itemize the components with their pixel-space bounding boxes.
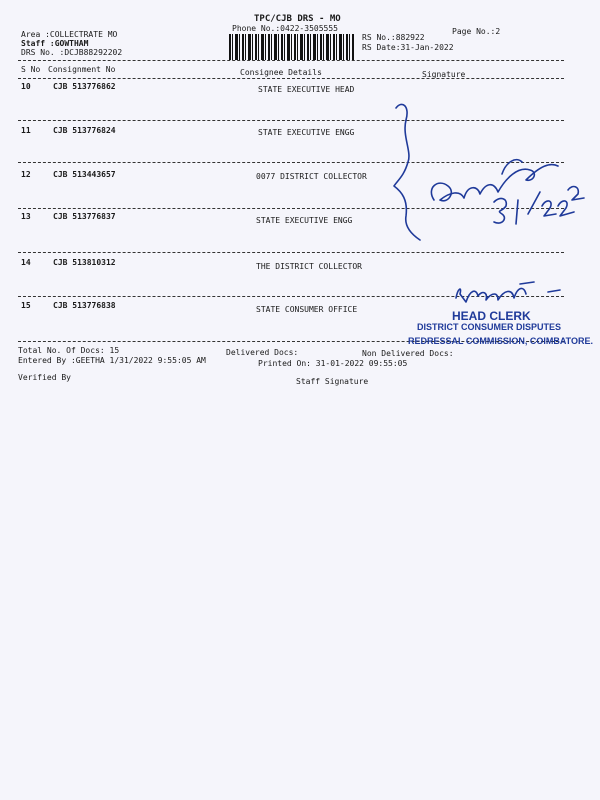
row-sno: 15	[21, 301, 31, 310]
non-delivered-docs: Non Delivered Docs:	[362, 349, 454, 358]
row-consignment: CJB 513776862	[53, 82, 116, 91]
stamp-line-3: REDRESSAL COMMISSION, COIMBATORE.	[408, 336, 594, 346]
divider	[18, 60, 564, 61]
handwritten-signature	[390, 96, 590, 246]
divider	[18, 78, 564, 79]
row-sno: 10	[21, 82, 31, 91]
column-consignment: Consignment No	[48, 65, 116, 74]
total-docs: Total No. Of Docs: 15	[18, 346, 120, 355]
row-sno: 12	[21, 170, 31, 179]
phone-number: Phone No.:0422-3505555	[232, 24, 338, 33]
row-consignee: 0077 DISTRICT COLLECTOR	[256, 172, 367, 181]
row-consignment: CJB 513776838	[53, 301, 116, 310]
printed-on: Printed On: 31-01-2022 09:55:05	[258, 359, 408, 368]
document-title: TPC/CJB DRS - MO	[254, 14, 341, 24]
row-consignment: CJB 513810312	[53, 258, 116, 267]
drs-number: DRS No. :DCJB88292202	[21, 48, 123, 57]
rs-date: RS Date:31-Jan-2022	[362, 43, 454, 52]
staff-signature-label: Staff Signature	[296, 377, 369, 386]
row-sno: 13	[21, 212, 31, 221]
rs-number: RS No.:882922	[362, 33, 425, 42]
column-sno: S No	[21, 65, 41, 74]
delivered-docs: Delivered Docs:	[226, 348, 299, 357]
area-label: Area :COLLECTRATE MO	[21, 30, 118, 39]
row-divider	[18, 252, 564, 253]
row-consignee: STATE EXECUTIVE HEAD	[258, 85, 355, 94]
row-consignment: CJB 513776837	[53, 212, 116, 221]
row-consignee: STATE EXECUTIVE ENGG	[258, 128, 355, 137]
stamp-head-clerk: HEAD CLERK	[452, 309, 531, 323]
barcode	[229, 34, 354, 60]
row-consignment: CJB 513443657	[53, 170, 116, 179]
row-consignee: STATE CONSUMER OFFICE	[256, 305, 358, 314]
row-consignment: CJB 513776824	[53, 126, 116, 135]
column-signature: Signature	[422, 70, 466, 79]
clerk-signature	[448, 280, 588, 310]
column-consignee: Consignee Details	[240, 68, 322, 77]
row-consignee: STATE EXECUTIVE ENGG	[256, 216, 353, 225]
page-number: Page No.:2	[452, 27, 501, 36]
row-sno: 14	[21, 258, 31, 267]
stamp-line-2: DISTRICT CONSUMER DISPUTES	[417, 322, 562, 332]
row-consignee: THE DISTRICT COLLECTOR	[256, 262, 362, 271]
staff-label: Staff :GOWTHAM	[21, 39, 89, 48]
entered-by: Entered By :GEETHA 1/31/2022 9:55:05 AM	[18, 356, 206, 365]
row-sno: 11	[21, 126, 31, 135]
verified-by: Verified By	[18, 373, 71, 382]
